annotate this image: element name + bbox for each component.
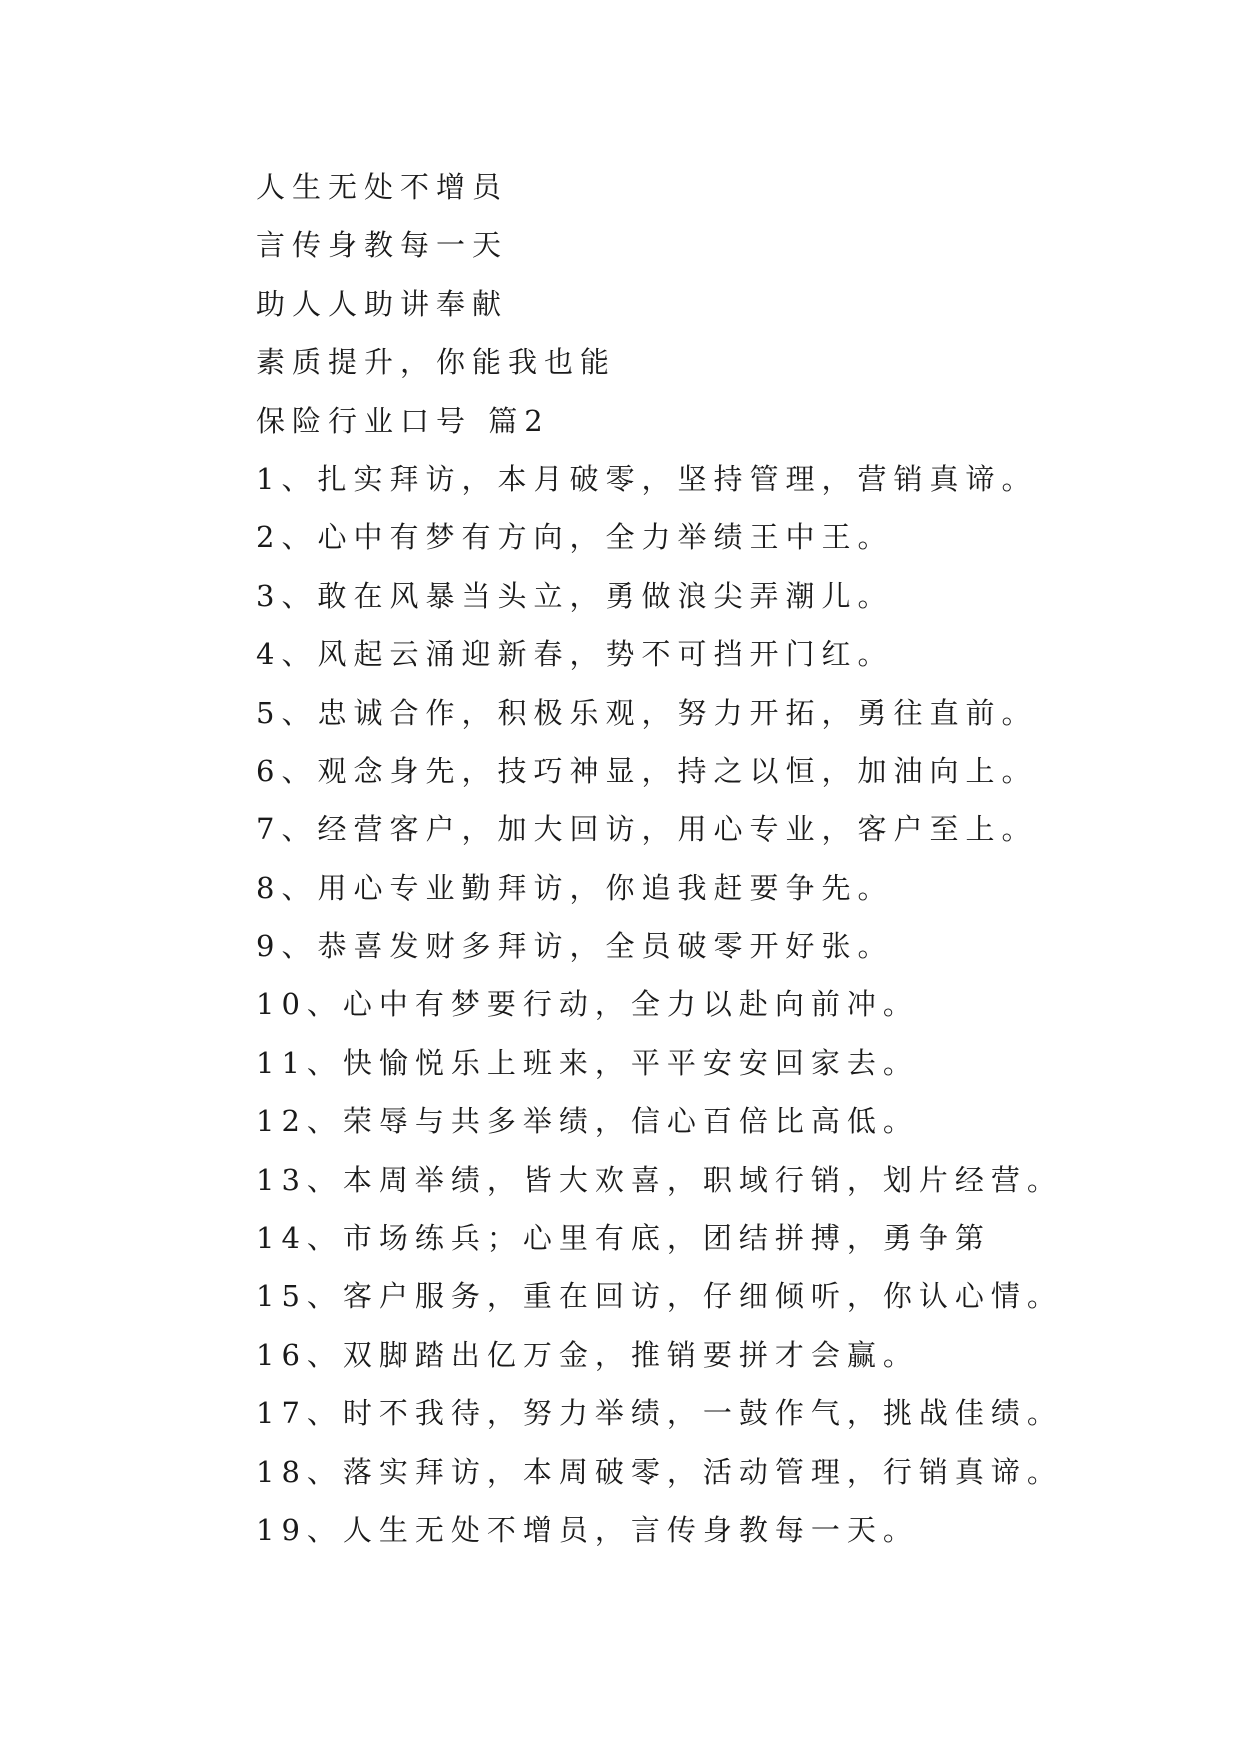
slogan-item: 7、经营客户，加大回访，用心专业，客户至上。 <box>256 812 1038 847</box>
text-line: 助人人助讲奉献 <box>256 286 509 321</box>
slogan-item: 8、用心专业勤拜访，你追我赶要争先。 <box>256 870 894 905</box>
slogan-item: 5、忠诚合作，积极乐观，努力开拓，勇往直前。 <box>256 695 1038 730</box>
slogan-item: 2、心中有梦有方向，全力举绩王中王。 <box>256 520 894 555</box>
text-line: 素质提升，你能我也能 <box>256 345 617 380</box>
slogan-item: 13、本周举绩，皆大欢喜，职域行销，划片经营。 <box>256 1162 1063 1197</box>
slogan-item: 6、观念身先，技巧神显，持之以恒，加油向上。 <box>256 753 1038 788</box>
slogan-item: 11、快愉悦乐上班来，平平安安回家去。 <box>256 1045 919 1080</box>
slogan-item: 9、恭喜发财多拜访，全员破零开好张。 <box>256 929 894 964</box>
slogan-item: 14、市场练兵；心里有底，团结拼搏，勇争第 <box>256 1221 991 1256</box>
document-body <box>256 158 1156 1559</box>
slogan-item: 3、敢在风暴当头立，勇做浪尖弄潮儿。 <box>256 578 894 613</box>
text-line: 言传身教每一天 <box>256 228 509 263</box>
slogan-item: 19、人生无处不增员，言传身教每一天。 <box>256 1512 919 1547</box>
slogan-item: 10、心中有梦要行动，全力以赴向前冲。 <box>256 987 919 1022</box>
slogan-item: 18、落实拜访，本周破零，活动管理，行销真谛。 <box>256 1454 1063 1489</box>
slogan-item: 16、双脚踏出亿万金，推销要拼才会赢。 <box>256 1337 919 1372</box>
slogan-item: 12、荣辱与共多举绩，信心百倍比高低。 <box>256 1104 919 1139</box>
slogan-item: 15、客户服务，重在回访，仔细倾听，你认心情。 <box>256 1279 1063 1314</box>
slogan-item: 1、扎实拜访，本月破零，坚持管理，营销真谛。 <box>256 461 1038 496</box>
section-heading: 保险行业口号 篇2 <box>256 403 550 438</box>
slogan-item: 17、时不我待，努力举绩，一鼓作气，挑战佳绩。 <box>256 1396 1063 1431</box>
slogan-item: 4、风起云涌迎新春，势不可挡开门红。 <box>256 637 894 672</box>
text-line: 人生无处不增员 <box>256 170 509 204</box>
